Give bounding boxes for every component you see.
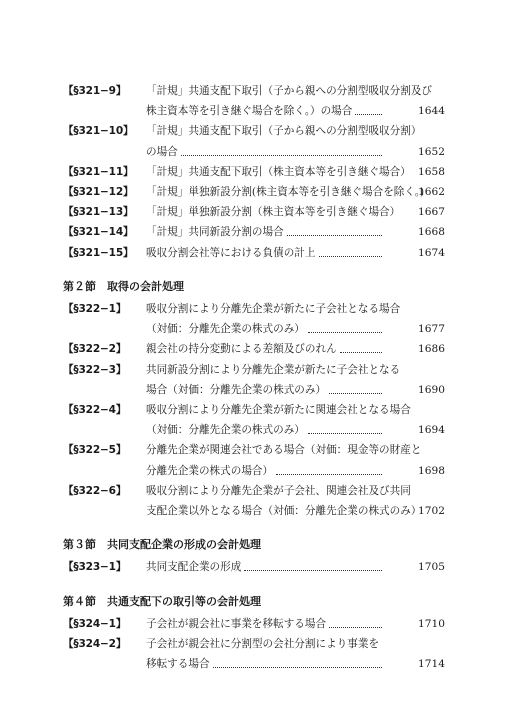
toc-entry-title: 子会社が親会社に事業を移転する場合 [146, 617, 327, 630]
toc-entry-page: 1652 [418, 145, 445, 158]
toc-entry-page: 1694 [418, 424, 445, 437]
toc-entry-line [0, 501, 511, 521]
toc-entry-title: 共同新設分割により分離先企業が新たに子会社となる [146, 363, 401, 376]
leader-dots [355, 114, 382, 115]
toc-entry-title: 分離先企業が関連会社である場合（対価：現金等の財産と [146, 444, 422, 457]
toc-entry-line [0, 440, 511, 460]
toc-entry-title: 共同支配企業の形成 [146, 561, 242, 574]
toc-entry-title: 場合（対価：分離先企業の株式のみ） [146, 383, 327, 396]
toc-entry-page: 1686 [418, 343, 445, 356]
toc-entry-code: 【§321−11】 [63, 165, 134, 178]
toc-entry[interactable] [0, 634, 511, 674]
toc-entry[interactable] [0, 222, 511, 242]
toc-entry[interactable] [0, 162, 511, 182]
toc-entry-line [0, 81, 511, 101]
toc-entry-title: の場合 [146, 145, 178, 158]
toc-entry-line [0, 339, 511, 359]
toc-entry[interactable] [0, 400, 511, 440]
toc-entry-page: 1710 [418, 617, 445, 630]
toc-entry[interactable] [0, 299, 511, 339]
toc-entry-page: 1644 [418, 105, 445, 118]
toc-entry-line [0, 420, 511, 440]
leader-dots [329, 627, 382, 628]
toc-entry-title: 「計規」単独新設分割（株主資本等を引き継ぐ場合） [146, 206, 401, 219]
toc-entry-title: 吸収分割により分離先企業が子会社、関連会社及び共同 [146, 484, 411, 497]
toc-entry[interactable] [0, 614, 511, 634]
toc-entry-line [0, 243, 511, 263]
toc-entry-title: 「計規」共通支配下取引（子から親への分割型吸収分割及び [146, 85, 433, 97]
toc-entry-code: 【§322−3】 [63, 363, 127, 376]
leader-dots [276, 474, 382, 475]
toc-entry-line [0, 461, 511, 481]
toc-entry-page: 1674 [418, 246, 445, 259]
toc-entry-title: 「計規」共通支配下取引（株主資本等を引き継ぐ場合） [146, 165, 411, 178]
toc-entry-code: 【§322−5】 [63, 444, 127, 457]
toc-entry-line [0, 299, 511, 319]
toc-entry-line [0, 121, 511, 141]
toc-entry-code: 【§321−9】 [63, 85, 127, 97]
toc-entry-title: 移転する場合 [146, 658, 210, 671]
toc-entry-line [0, 222, 511, 242]
toc-entry-line [0, 319, 511, 339]
leader-dots [287, 235, 382, 236]
toc-entry[interactable] [0, 202, 511, 222]
toc-entry-page: 1668 [418, 226, 445, 239]
toc-entry-title: 「計規」単独新設分割(株主資本等を引き継ぐ場合を除く。) [146, 186, 425, 198]
leader-dots [329, 393, 382, 394]
toc-entry-page: 1714 [418, 658, 445, 671]
leader-dots [308, 433, 382, 434]
toc-entry-line [0, 400, 511, 420]
toc-entry-code: 【§321−10】 [63, 125, 134, 138]
toc-entry-line [0, 101, 511, 121]
toc-entry-title: 吸収分割により分離先企業が新たに関連会社となる場合 [146, 404, 411, 416]
toc-entry[interactable] [0, 360, 511, 400]
toc-entry-title: 「計規」共通支配下取引（子から親への分割型吸収分割） [146, 125, 422, 138]
toc-entry-title: 「計規」共同新設分割の場合 [146, 226, 284, 239]
toc-entry-title: 吸収分割により分離先企業が新たに子会社となる場合 [146, 303, 401, 315]
toc-entry-code: 【§321−12】 [63, 186, 134, 198]
toc-entry-code: 【§324−1】 [63, 617, 127, 630]
toc-entry-line [0, 142, 511, 162]
toc-entry-line [0, 481, 511, 501]
toc-entry-page: 1658 [418, 165, 445, 178]
toc-entry[interactable] [0, 243, 511, 263]
toc-entry-code: 【§321−15】 [63, 246, 134, 259]
toc-entry-line [0, 654, 511, 674]
toc-entry-title: 分離先企業の株式の場合） [146, 464, 274, 477]
toc-entry-page: 1702 [418, 504, 445, 517]
toc-entry-code: 【§322−1】 [63, 303, 127, 315]
toc-entry-line [0, 202, 511, 222]
toc-entry-line [0, 182, 511, 202]
toc-entry-page: 1705 [418, 561, 445, 574]
toc-entry[interactable] [0, 81, 511, 121]
toc-entry-line [0, 360, 511, 380]
toc-entry[interactable] [0, 557, 511, 577]
toc-entry-code: 【§322−2】 [63, 343, 127, 356]
toc-entry-code: 【§324−2】 [63, 638, 127, 650]
toc-entry-title: 株主資本等を引き継ぐ場合を除く。）の場合 [146, 105, 353, 118]
toc-entry-page: 1677 [418, 323, 445, 336]
toc-entry-line [0, 380, 511, 400]
toc-entry-title: 支配企業以外となる場合（対価：分離先企業の株式のみ） [146, 504, 422, 517]
section-heading: 第４節 共通支配下の取引等の会計処理 [63, 594, 261, 608]
toc-entry-line [0, 634, 511, 654]
section-heading: 第２節 取得の会計処理 [63, 279, 184, 293]
toc-entry-line [0, 557, 511, 577]
toc-entry-line [0, 162, 511, 182]
leader-dots [181, 155, 382, 156]
toc-entry-code: 【§322−4】 [63, 404, 127, 416]
toc-entry-title: （対価：分離先企業の株式のみ） [146, 323, 305, 336]
leader-dots [319, 256, 383, 257]
toc-entry[interactable] [0, 339, 511, 359]
toc-entry-code: 【§321−13】 [63, 206, 134, 219]
toc-entry[interactable] [0, 121, 511, 161]
toc-entry-title: 子会社が親会社に分割型の会社分割により事業を [146, 638, 380, 650]
leader-dots [340, 352, 382, 353]
toc-entry-line [0, 614, 511, 634]
toc-entry-title: （対価：分離先企業の株式のみ） [146, 424, 305, 437]
toc-entry[interactable] [0, 481, 511, 521]
leader-dots [244, 570, 382, 571]
toc-entry-title: 吸収分割会社等における負債の計上 [146, 246, 316, 259]
toc-entry[interactable] [0, 440, 511, 480]
toc-entry-page: 1690 [418, 383, 445, 396]
toc-entry-code: 【§322−6】 [63, 484, 127, 497]
toc-entry-page: 1698 [418, 464, 445, 477]
section-heading: 第３節 共同支配企業の形成の会計処理 [63, 538, 261, 552]
toc-entry-page: 1662 [418, 186, 445, 198]
leader-dots [308, 332, 382, 333]
toc-entry[interactable] [0, 182, 511, 202]
toc-entry-page: 1667 [418, 206, 445, 219]
toc-entry-code: 【§321−14】 [63, 226, 134, 239]
toc-entry-title: 親会社の持分変動による差額及びのれん [146, 343, 337, 356]
toc-entry-code: 【§323−1】 [63, 561, 127, 574]
leader-dots [213, 667, 382, 668]
